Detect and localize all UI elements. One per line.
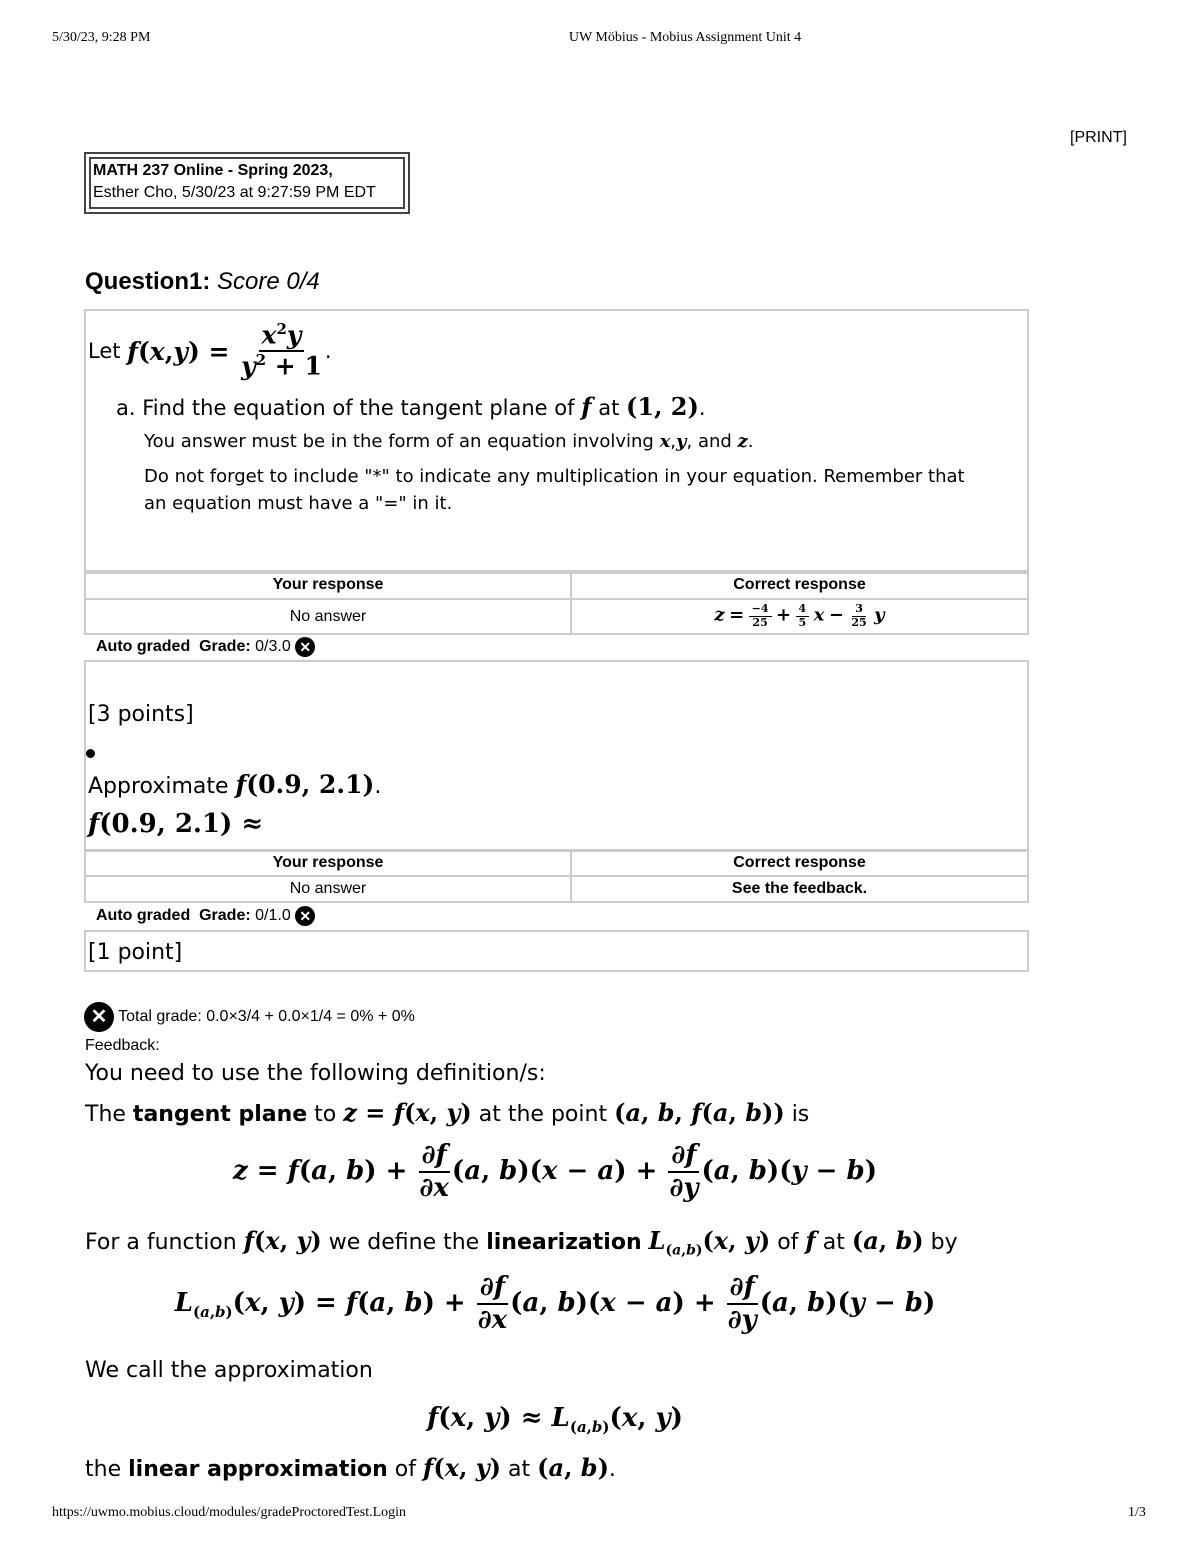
incorrect-icon: ✕ <box>295 637 315 657</box>
info-box <box>84 152 410 214</box>
linearization-equation: $L_{(a,b)}(x$, y) = f(a, b) + $\frac{\partial f}{\partial x}$ (a, b)(x − a) + $\frac{\partial f}{\partial y}$ (a, b)(y − b) <box>174 1272 936 1335</box>
part-a-points: [3 points] <box>88 702 194 727</box>
grade-key-b: Grade: <box>199 907 251 925</box>
grade-value: 0/3.0 <box>255 638 291 656</box>
tangent-plane-definition: The tangent plane to z = f(x, y) at the point (a, b, f(a, b)) is <box>85 1098 810 1127</box>
student-line: Esther Cho, 5/30/23 at 9:27:59 PM EDT <box>93 184 376 201</box>
approximation-equation: f(x, $y) \approx L_{(a,b)}(x$, y) <box>427 1403 683 1437</box>
question-box-a <box>84 309 1029 574</box>
la-the: the <box>85 1457 122 1482</box>
question-heading <box>85 268 320 296</box>
instr1-text: You answer must be in the form of an equation involving <box>144 431 654 452</box>
response-table-b <box>84 849 1029 903</box>
incorrect-icon: ✕ <box>295 906 315 926</box>
grade-row-b <box>96 906 315 926</box>
tp-term: tangent plane <box>132 1102 308 1127</box>
part-a-text: Find the equation of the tangent plane of <box>142 396 575 420</box>
grade-row-a <box>96 637 315 657</box>
approximate-answer-line: f(0.9, 2.1) ≈ <box>88 809 264 839</box>
function-fraction: $\frac{x^2y}{y^2 + 1}$ <box>241 320 322 381</box>
lin-term: linearization <box>486 1230 642 1255</box>
lin-by: by <box>930 1230 958 1255</box>
print-url: https://uwmo.mobius.cloud/modules/gradeProctoredTest.Login <box>52 1505 407 1520</box>
bullet-icon <box>86 749 95 758</box>
let-text: Let <box>88 339 121 364</box>
function-definition: Let f ( x , y ) = $\frac{x^2y}{y^2 + 1}$ . <box>88 320 332 381</box>
lin-at: at <box>822 1230 845 1255</box>
feedback-intro: You need to use the following definition/s: <box>85 1061 546 1086</box>
lin-mid: we define the <box>328 1230 480 1255</box>
tp-the: The <box>85 1102 126 1127</box>
tangent-plane-equation: z = f(a, b) + $\frac{\partial f}{\partial x}$ (a, b)(x − a) + $\frac{\partial f}{\partial y}$ (a, b)(y − b) <box>232 1140 878 1203</box>
tp-is: is <box>791 1102 810 1127</box>
question-score: Score 0/4 <box>217 268 320 295</box>
approximation-intro: We call the approximation <box>85 1358 373 1383</box>
tp-to: to <box>314 1102 337 1127</box>
feedback-label: Feedback: <box>85 1037 160 1054</box>
linearization-definition: For a function f(x, y) we define the linearization $L_{(a,b)}(x$, y) of f at (a, b) by <box>85 1226 958 1259</box>
question-box-b-points <box>84 930 1029 972</box>
correct-response-header-b: Correct response <box>571 850 1028 876</box>
print-datetime: 5/30/23, 9:28 PM <box>52 30 151 45</box>
auto-graded-label: Auto graded <box>96 638 191 656</box>
part-a-instruction-2: Do not forget to include "*" to indicate any multiplication in your equation. Remember that <box>144 466 965 487</box>
correct-response-value: z = $\frac{-4}{25}$ + $\frac{4}{5}$ x − $\frac{3}{25}$ y <box>571 599 1028 634</box>
your-response-value: No answer <box>85 599 571 634</box>
auto-graded-label-b: Auto graded <box>96 907 191 925</box>
your-response-header: Your response <box>85 571 571 599</box>
print-link[interactable]: [PRINT] <box>1070 129 1127 146</box>
question-label: Question1: <box>85 268 211 295</box>
incorrect-icon: ✕ <box>84 1002 114 1032</box>
part-a-instruction-3: an equation must have a "=" in it. <box>144 493 453 514</box>
la-of: of <box>394 1457 416 1482</box>
total-grade-row <box>84 1002 415 1032</box>
lin-pre: For a function <box>85 1230 237 1255</box>
question-box-b <box>84 660 1029 852</box>
total-grade-text: Total grade: 0.0×3/4 + 0.0×1/4 = 0% + 0% <box>118 1008 415 1026</box>
linear-approximation-definition: the linear approximation of f(x, y) at (a, b). <box>85 1453 616 1482</box>
lin-of: of <box>777 1230 799 1255</box>
part-a-marker: a. <box>116 396 136 420</box>
part-a-instruction-1: You answer must be in the form of an equation involving x,y, and z. <box>144 431 754 452</box>
correct-response-value-b: See the feedback. <box>571 876 1028 902</box>
instr1-and: , and <box>686 431 732 452</box>
part-a-at: at <box>598 396 620 420</box>
print-page-number: 1/3 <box>1128 1505 1146 1520</box>
la-at: at <box>508 1457 531 1482</box>
approximate-prompt: Approximate f(0.9, 2.1). <box>88 770 382 799</box>
grade-value-b: 0/1.0 <box>255 907 291 925</box>
course-title: MATH 237 Online - Spring 2023, <box>93 162 333 179</box>
your-response-header-b: Your response <box>85 850 571 876</box>
tp-at: at the point <box>478 1102 608 1127</box>
correct-response-header: Correct response <box>571 571 1028 599</box>
your-response-value-b: No answer <box>85 876 571 902</box>
grade-key: Grade: <box>199 638 251 656</box>
part-a-prompt: a. Find the equation of the tangent plane of f at (1, 2). <box>116 392 706 421</box>
response-table-a <box>84 570 1029 635</box>
print-page-title: UW Möbius - Mobius Assignment Unit 4 <box>568 30 802 45</box>
approximate-text: Approximate <box>88 774 229 799</box>
part-b-points: [1 point] <box>88 940 183 965</box>
la-term: linear approximation <box>128 1457 388 1482</box>
